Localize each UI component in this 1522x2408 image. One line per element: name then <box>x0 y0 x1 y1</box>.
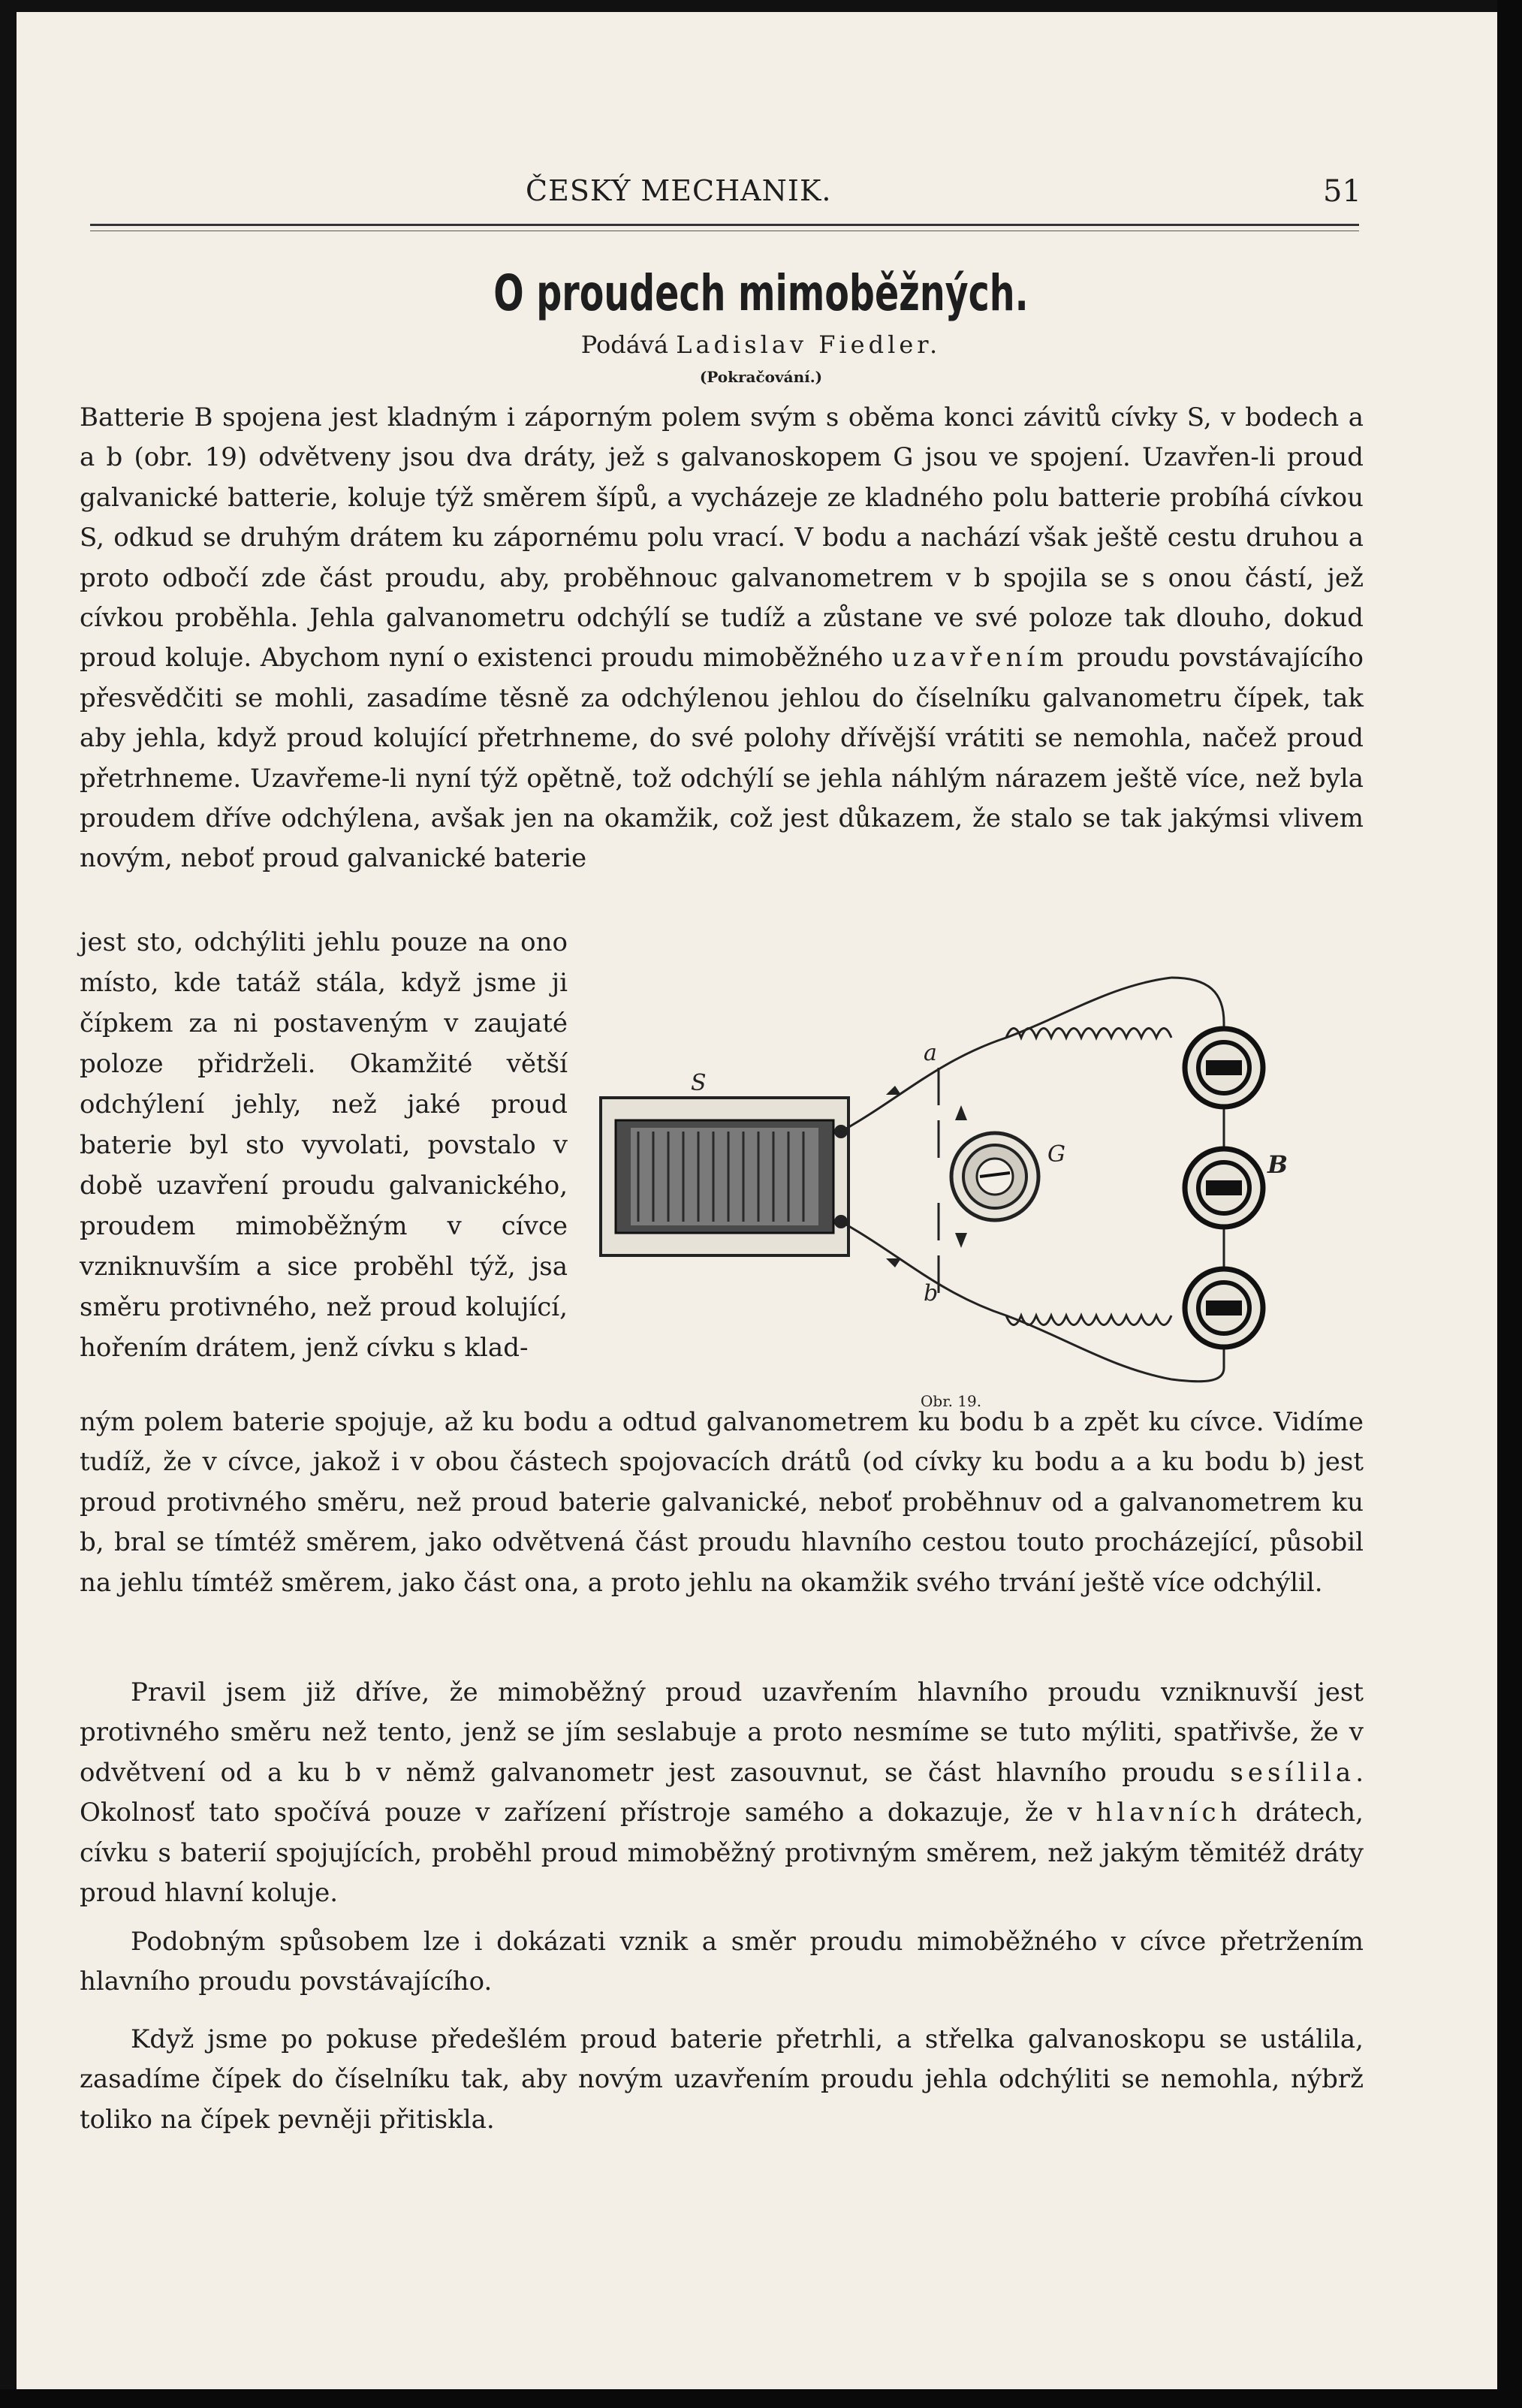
paragraph-1 <box>80 398 1364 879</box>
paragraph-2-b: . Okolnosť tato spočívá pouze v zařízení přístroje samého a dokazuje, že v <box>80 1757 1364 1828</box>
article-title: O proudech mimoběžných. <box>493 264 1029 322</box>
author-name: Ladislav Fiedler. <box>676 330 942 359</box>
label-b-battery: B <box>1267 1150 1288 1179</box>
page-number: 51 <box>1323 174 1361 209</box>
paragraph-1-text: Batterie B spojena jest kladným i záporným polem svým s oběma konci závitů cívky S, v bodech a a b (obr. 19) odvětveny jsou dva dráty, jež s galvanoskopem G jsou ve spojení. Uzavřen-li proud galvanické batterie, koluje týž směrem šípů, a vycházeje ze kladného polu batterie probíhá cívkou S, odkud se druhým drátem ku zápornému polu vrací. V bodu a nachází však ještě cestu druhou a proto odbočí zde část proudu, aby, proběhnouc galvanometrem v b spojila se s onou částí, jež cívkou proběhla. Jehla galvanometru odchýlí se tudíž a zůstane ve své poloze tak dlouho, dokud proud koluje. Abychom nyní o existenci proudu mimoběžného <box>80 402 1364 674</box>
paragraph-2 <box>80 1673 1364 1913</box>
header-rule <box>90 224 1359 226</box>
scan-border-bottom <box>0 2389 1522 2408</box>
label-b: b <box>924 1280 939 1306</box>
battery-cell <box>1185 1149 1263 1227</box>
scan-border-right <box>1497 0 1522 2408</box>
paragraph-3 <box>80 1922 1364 2003</box>
paragraph-4-text: Když jsme po pokuse předešlém proud baterie přetrhli, a střelka galvanoskopu se ustálila, zasadíme čípek do číselníku tak, aby novým uzavřením proudu jehla odchýliti se nemohla, nýbrž toliko na čípek pevněji přitiskla. <box>80 2024 1364 2135</box>
paragraph-2-a: Pravil jsem již dříve, že mimoběžný proud uzavřením hlavního proudu vzniknuvší jest protivného směru než tento, jenž se jím seslabuje a proto nesmíme se tuto mýliti, spatřivše, že v odvětvení od a ku b v němž galvanometr jest zasouvnut, se část hlavního proudu <box>80 1677 1364 1788</box>
spaced-word-hlavnich: hlavních <box>1096 1798 1242 1828</box>
paragraph-3-text: Podobným spůsobem lze i dokázati vznik a směr proudu mimoběžného v cívce přetržením hlavního proudu povstávajícího. <box>80 1927 1364 1997</box>
figure-caption: Obr. 19. <box>921 1392 982 1410</box>
continued-note: (Pokračování.) <box>699 368 823 386</box>
coil-s <box>601 1098 848 1255</box>
label-g: G <box>1047 1141 1065 1168</box>
label-s: S <box>691 1070 707 1096</box>
paragraph-1-column: jest sto, odchýliti jehlu pouze na ono místo, kde tatáž stála, když jsme ji čípkem za ni postaveným v zaujaté poloze přidrželi. Okamžité větší odchýlení jehly, než jaké proud baterie byl sto vyvolati, povstalo v době uzavření proudu galvanického, proudem mimoběžným v cívce vzniknuvším a sice proběhl týž, jsa směru protivného, než proud kolující, hořením drátem, jenž cívku s klad- <box>80 927 568 1363</box>
paragraph-1-end: ným polem baterie spojuje, až ku bodu a odtud galvanometrem ku bodu b a zpět ku cívce. Vidíme tudíž, že v cívce, jakož i v obou částech spojovacích drátů (od cívky ku bodu a a ku bodu b) jest proud protivného směru, než proud baterie galvanické, neboť proběhnuv od a galvanometrem ku b, bral se tímtéž směrem, jako odvětvená část proudu hlavního cestou touto procházející, působil na jehlu tímtéž směrem, jako část ona, a proto jehlu na okamžik svého trvání ještě více odchýlil. <box>80 1407 1364 1598</box>
paragraph-2-c: drátech, cívku s baterií spojujících, proběhl proud mimoběžný protivným směrem, než jakým těmitéž dráty proud hlavní koluje. <box>80 1798 1364 1909</box>
label-a: a <box>924 1040 937 1066</box>
figure-19-circuit <box>586 948 1374 1413</box>
galvanometer-g <box>951 1133 1038 1220</box>
spaced-word-sesilila: sesílila <box>1230 1757 1356 1788</box>
running-title: ČESKÝ MECHANIK. <box>526 174 832 207</box>
battery-b <box>1185 1029 1263 1347</box>
paragraph-1-mid: proudu povstávajícího přesvědčiti se mohli, zasadíme těsně za odchýlenou jehlou do číselníku galvanometru čípek, tak aby jehla, když proud kolující přetrhneme, do své polohy dřívější vrátiti se nemohla, načež proud přetrhneme. Uzavřeme-li nyní týž opětně, tož odchýlí se jehla náhlým nárazem ještě více, než byla proudem dříve odchýlena, avšak jen na okamžik, což jest důkazem, že stalo se tak jakýmsi vlivem novým, neboť proud galvanické baterie <box>80 643 1364 874</box>
author-prefix: Podává <box>580 330 669 359</box>
spaced-word-uzavrenim: uzavřením <box>891 643 1068 674</box>
battery-cell <box>1185 1029 1263 1107</box>
scan-border-top <box>0 0 1522 12</box>
article-byline <box>0 330 1522 359</box>
paragraph-4 <box>80 2020 1364 2140</box>
scan-border-left <box>0 0 17 2408</box>
battery-cell <box>1185 1269 1263 1347</box>
